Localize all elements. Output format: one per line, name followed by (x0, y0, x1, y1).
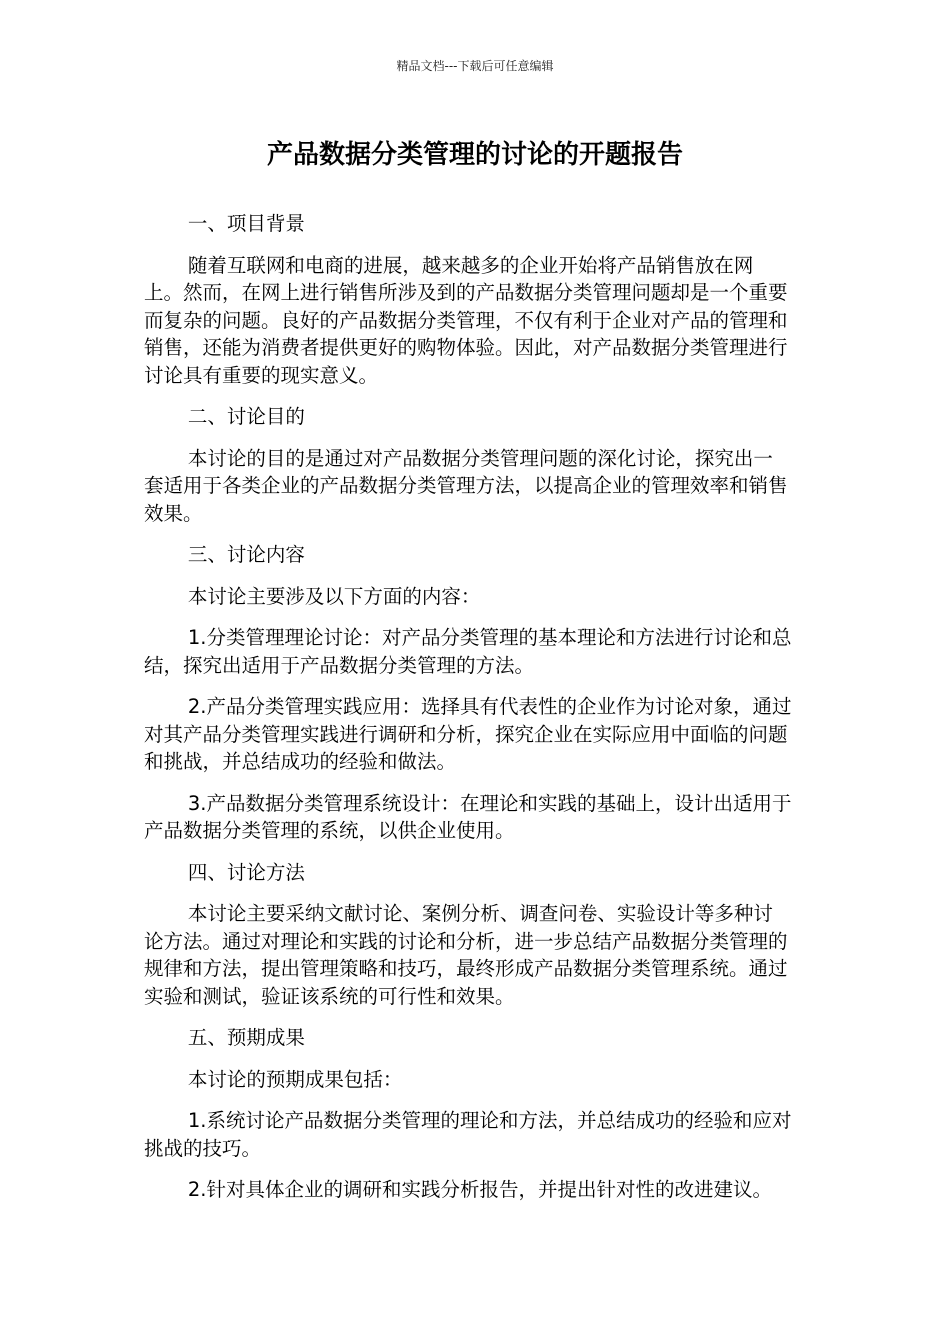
paragraph: 本讨论主要采纳文献讨论、案例分析、调查问卷、实验设计等多种讨论方法。通过对理论和实践的讨论和分析，进一步总结产品数据分类管理的规律和方法，提出管理策略和技巧，最终形成产品数据分类管理系统。通过实验和测试，验证该系统的可行性和效果。 (144, 902, 788, 1008)
list-item: 2.针对具体企业的调研和实践分析报告，并提出针对性的改进建议。 (187, 1178, 772, 1201)
section-heading-purpose: 二、讨论目的 (187, 405, 305, 428)
section-heading-method: 四、讨论方法 (187, 860, 305, 884)
paragraph: 本讨论的预期成果包括： (187, 1067, 403, 1091)
page-header: 精品文档---下载后可任意编辑 (396, 59, 554, 73)
list-item: 2.产品分类管理实践应用：选择具有代表性的企业作为讨论对象，通过对其产品分类管理实践进行调研和分析，探究企业在实际应用中面临的问题和挑战，并总结成功的经验和做法。 (144, 695, 792, 773)
paragraph: 随着互联网和电商的进展，越来越多的企业开始将产品销售放在网上。然而，在网上进行销售所涉及到的产品数据分类管理问题却是一个重要而复杂的问题。良好的产品数据分类管理，不仅有利于企业对产品的管理和销售，还能为消费者提供更好的购物体验。因此，对产品数据分类管理进行讨论具有重要的现实意义。 (144, 253, 788, 387)
section-heading-results: 五、预期成果 (187, 1026, 305, 1049)
list-item: 1.分类管理理论讨论：对产品分类管理的基本理论和方法进行讨论和总结，探究出适用于产品数据分类管理的方法。 (144, 626, 792, 677)
section-heading-background: 一、项目背景 (187, 212, 305, 235)
paragraph: 本讨论主要涉及以下方面的内容： (187, 584, 481, 608)
list-item: 3.产品数据分类管理系统设计：在理论和实践的基础上，设计出适用于产品数据分类管理的系统，以供企业使用。 (144, 791, 792, 842)
list-item: 1.系统讨论产品数据分类管理的理论和方法，并总结成功的经验和应对挑战的技巧。 (144, 1109, 792, 1160)
section-heading-content: 三、讨论内容 (187, 543, 305, 566)
document-title: 产品数据分类管理的讨论的开题报告 (266, 140, 683, 170)
paragraph: 本讨论的目的是通过对产品数据分类管理问题的深化讨论，探究出一套适用于各类企业的产品数据分类管理方法，以提高企业的管理效率和销售效果。 (144, 446, 788, 525)
document-body (144, 210, 792, 1218)
